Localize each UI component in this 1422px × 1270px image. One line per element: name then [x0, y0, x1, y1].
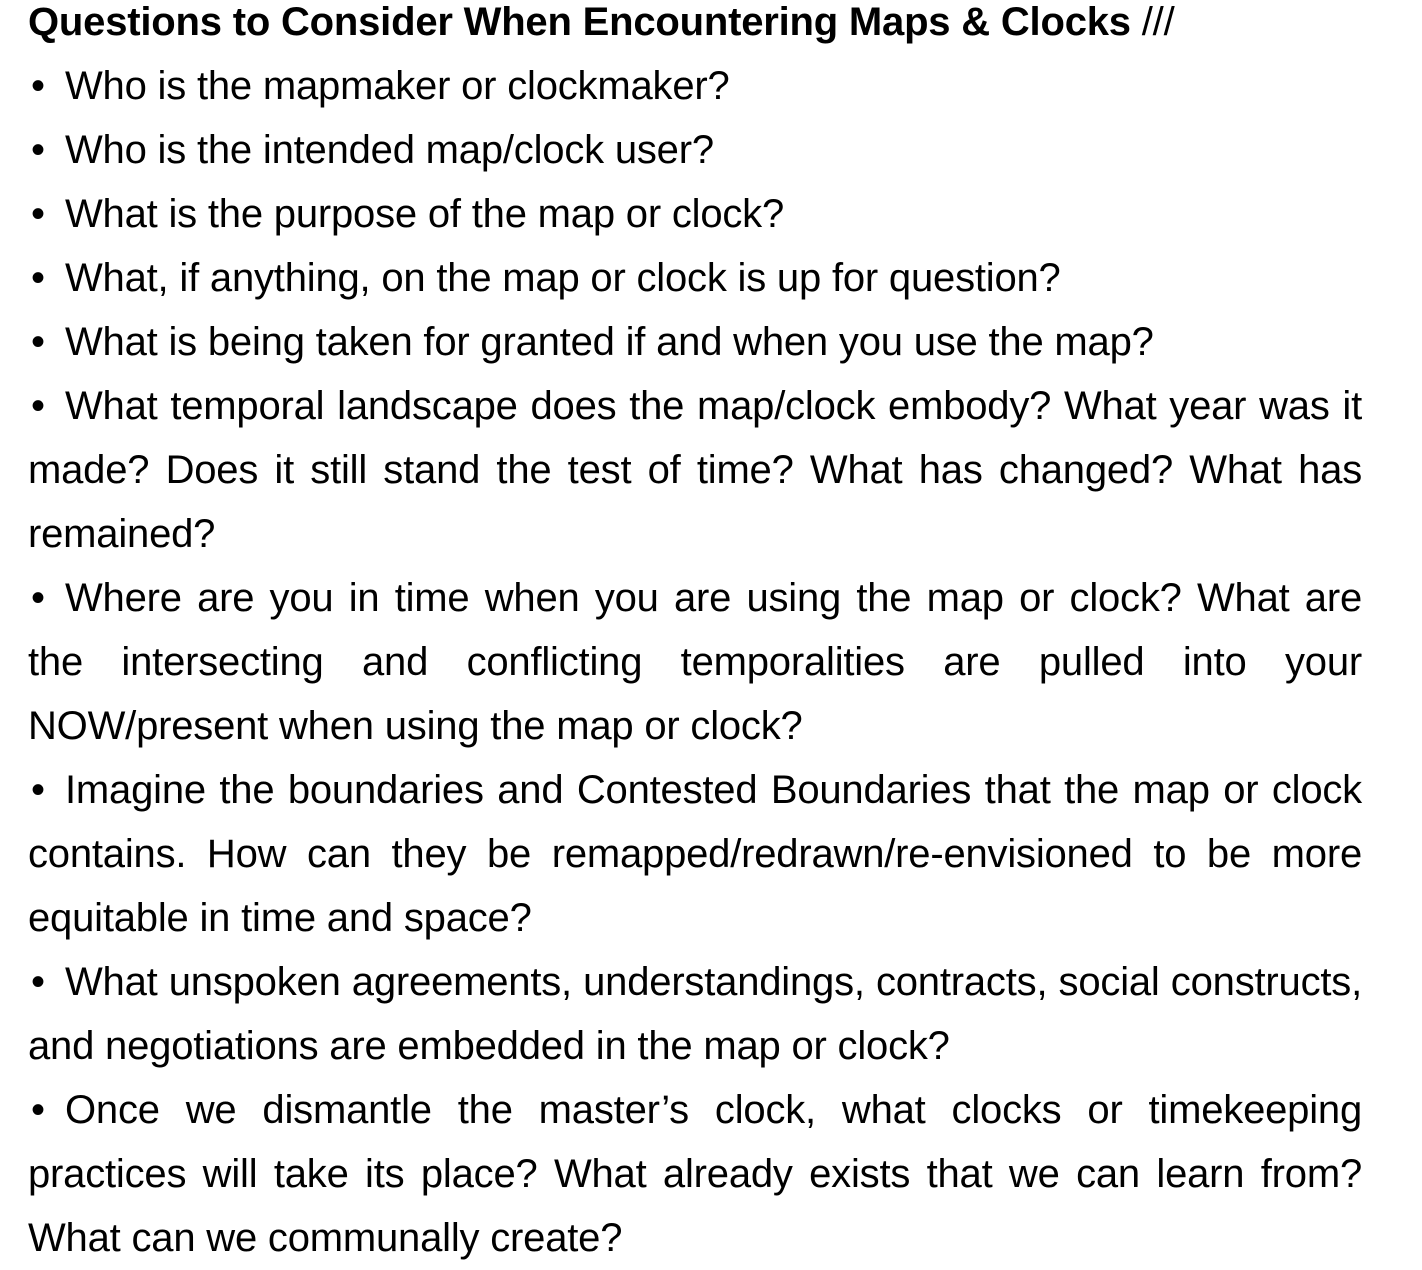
bullet-icon: • — [31, 192, 45, 236]
bullet-icon: • — [31, 256, 45, 300]
bullet-icon: • — [31, 128, 45, 172]
question-item — [28, 758, 1362, 950]
question-text: Where are you in time when you are using the map or clock? What are the intersecting and conflicting temporalities are pulled into your NOW/present when using the map or clock? — [28, 576, 1362, 748]
question-item — [28, 246, 1362, 310]
question-item — [28, 950, 1362, 1078]
question-text: Who is the mapmaker or clockmaker? — [65, 64, 730, 108]
question-item — [28, 374, 1362, 566]
question-item — [28, 118, 1362, 182]
questions-list — [28, 54, 1362, 1270]
document-title — [28, 0, 1362, 54]
question-text: Once we dismantle the master’s clock, what clocks or timekeeping practices will take its place? What already exists that we can learn from? What can we communally create? — [28, 1088, 1362, 1260]
bullet-icon: • — [31, 576, 45, 620]
question-item — [28, 182, 1362, 246]
document-title-suffix: /// — [1130, 0, 1175, 44]
bullet-icon: • — [31, 768, 45, 812]
bullet-icon: • — [31, 960, 45, 1004]
question-text: Who is the intended map/clock user? — [65, 128, 714, 172]
question-item — [28, 1078, 1362, 1270]
question-item — [28, 566, 1362, 758]
document-title-text: Questions to Consider When Encountering Maps & Clocks — [28, 0, 1131, 44]
question-item — [28, 310, 1362, 374]
document — [28, 0, 1362, 1270]
bullet-icon: • — [31, 320, 45, 364]
question-text: What is being taken for granted if and when you use the map? — [65, 320, 1154, 364]
question-text: What is the purpose of the map or clock? — [65, 192, 785, 236]
question-text: What temporal landscape does the map/clock embody? What year was it made? Does it still stand the test of time? What has changed? What has remained? — [28, 384, 1362, 556]
bullet-icon: • — [31, 384, 45, 428]
question-text: What unspoken agreements, understandings, contracts, social constructs, and negotiations are embedded in the map or clock? — [28, 960, 1362, 1068]
question-text: Imagine the boundaries and Contested Boundaries that the map or clock contains. How can they be remapped/redrawn/re-envisioned to be more equitable in time and space? — [28, 768, 1362, 940]
bullet-icon: • — [31, 64, 45, 108]
question-item — [28, 54, 1362, 118]
bullet-icon: • — [31, 1088, 45, 1132]
question-text: What, if anything, on the map or clock is up for question? — [65, 256, 1061, 300]
